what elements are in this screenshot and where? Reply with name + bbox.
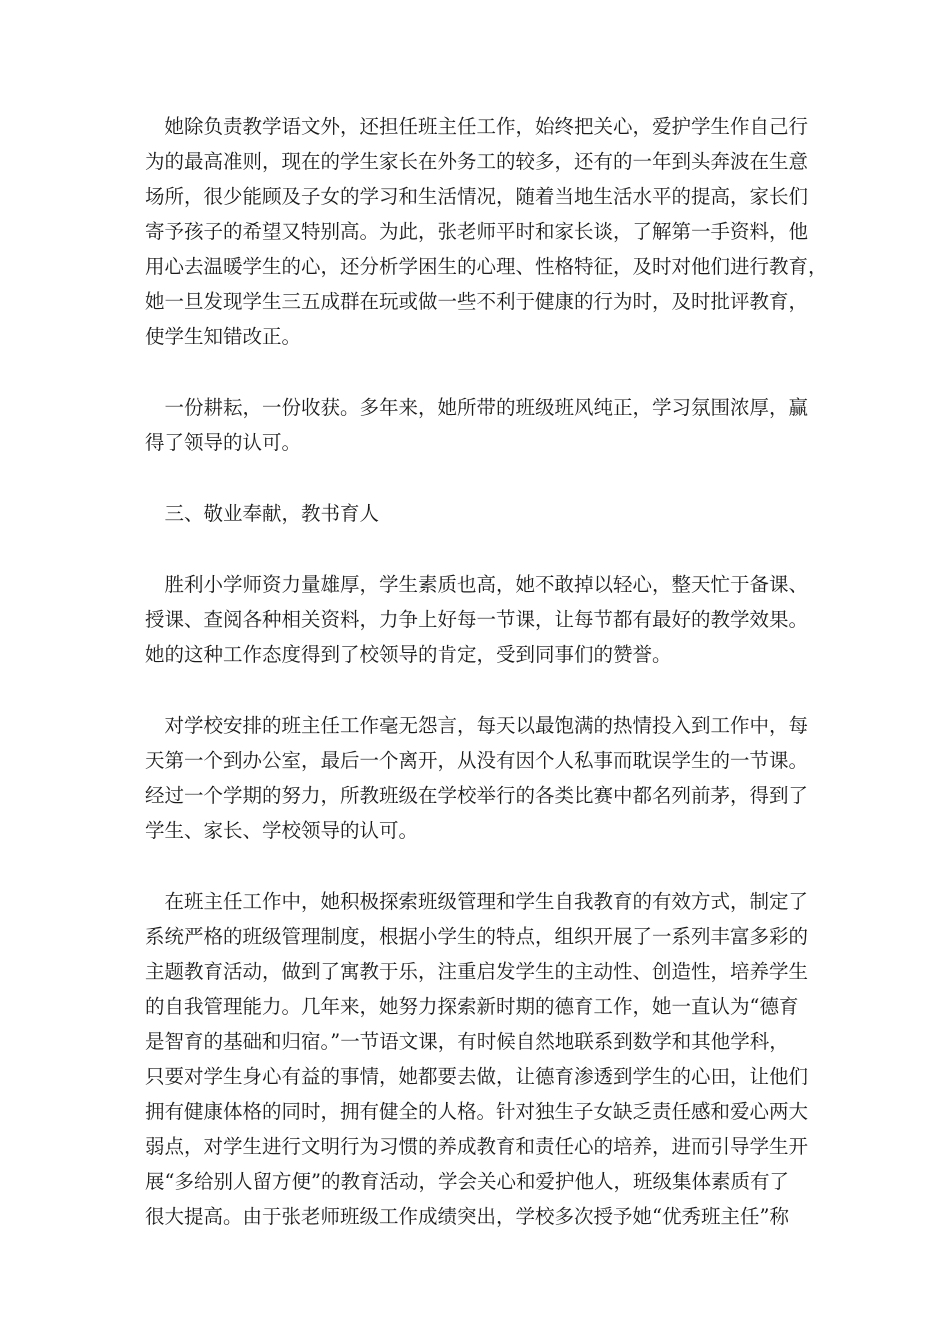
text-line: 对学校安排的班主任工作毫无怨言，每天以最饱满的热情投入到工作中，每	[145, 714, 809, 737]
section-heading	[145, 496, 835, 531]
text-line: 寄予孩子的希望又特别高。为此，张老师平时和家长谈，了解第一手资料，他	[145, 220, 809, 243]
paragraph-harvest	[145, 390, 835, 460]
text-line: 经过一个学期的努力，所教班级在学校举行的各类比赛中都名列前茅，得到了	[145, 784, 809, 807]
text-line: 天第一个到办公室，最后一个离开，从没有因个人私事而耽误学生的一节课。	[145, 749, 809, 772]
text-line: 用心去温暖学生的心，还分析学困生的心理、性格特征，及时对他们进行教育，	[145, 255, 828, 278]
text-line: 拥有健康体格的同时，拥有健全的人格。针对独生子女缺乏责任感和爱心两大	[145, 1100, 809, 1123]
text-line: 只要对学生身心有益的事情，她都要去做，让德育渗透到学生的心田，让他们	[145, 1065, 809, 1088]
text-line: 她一旦发现学生三五成群在玩或做一些不利于健康的行为时，及时批评教育，	[145, 290, 809, 313]
text-line: 她除负责教学语文外，还担任班主任工作，始终把关心，爱护学生作自己行	[145, 115, 809, 138]
text-line: 的自我管理能力。几年来，她努力探索新时期的德育工作，她一直认为“德育	[145, 995, 799, 1018]
text-line: 使学生知错改正。	[145, 325, 302, 348]
text-line: 展“多给别人留方便”的教育活动，学会关心和爱护他人，班级集体素质有了	[145, 1170, 789, 1193]
text-line: 弱点，对学生进行文明行为习惯的养成教育和责任心的培养，进而引导学生开	[145, 1135, 809, 1158]
text-line: 是智育的基础和归宿。”一节语文课，有时候自然地联系到数学和其他学科，	[145, 1030, 789, 1053]
paragraph-class-management	[145, 884, 835, 1234]
paragraph-dedication	[145, 708, 835, 848]
text-line: 很大提高。由于张老师班级工作成绩突出，学校多次授予她“优秀班主任”称	[145, 1205, 789, 1228]
text-line: 授课、查阅各种相关资料，力争上好每一节课，让每节都有最好的教学效果。	[145, 608, 809, 631]
text-line: 一份耕耘，一份收获。多年来，她所带的班级班风纯正，学习氛围浓厚，赢	[145, 396, 809, 419]
text-line: 系统严格的班级管理制度，根据小学生的特点，组织开展了一系列丰富多彩的	[145, 925, 809, 948]
section-heading-text: 三、敬业奉献，教书育人	[145, 502, 380, 525]
text-line: 她的这种工作态度得到了校领导的肯定，受到同事们的赞誉。	[145, 643, 672, 666]
text-line: 在班主任工作中，她积极探索班级管理和学生自我教育的有效方式，制定了	[145, 890, 809, 913]
paragraph-teaching-effort	[145, 567, 835, 672]
text-line: 为的最高准则，现在的学生家长在外务工的较多，还有的一年到头奔波在生意	[145, 150, 809, 173]
text-line: 主题教育活动，做到了寓教于乐，注重启发学生的主动性、创造性，培养学生	[145, 960, 809, 983]
text-line: 得了领导的认可。	[145, 431, 302, 454]
text-line: 胜利小学师资力量雄厚，学生素质也高，她不敢掉以轻心，整天忙于备课、	[145, 573, 809, 596]
text-line: 场所，很少能顾及子女的学习和生活情况，随着当地生活水平的提高，家长们	[145, 185, 809, 208]
paragraph-class-teacher-care	[145, 109, 835, 354]
document-body	[145, 109, 835, 1234]
text-line: 学生、家长、学校领导的认可。	[145, 819, 419, 842]
